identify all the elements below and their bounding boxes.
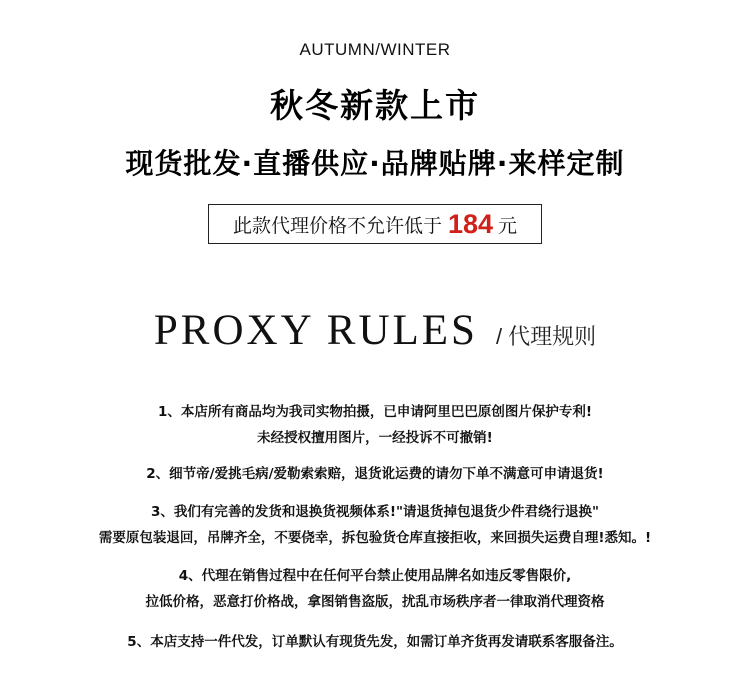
rule-3-line-2: 需要原包装退回，吊牌齐全，不要侥幸，拆包验货仓库直接拒收，来回损失运费自理!悉知。! xyxy=(98,530,652,546)
rule-4-line-1: 4、代理在销售过程中在任何平台禁止使用品牌名如违反零售限价, xyxy=(178,568,572,584)
min-price-prefix: 此款代理价格不允许低于 xyxy=(232,214,442,237)
rules-heading-en: PROXY RULES xyxy=(153,307,478,354)
rules-heading-separator: / xyxy=(495,324,503,349)
rules-heading-cn: 代理规则 xyxy=(508,325,597,350)
rule-1-line-2: 未经授权擅用图片，一经投诉不可撤销! xyxy=(257,430,493,446)
rule-3-line-1: 3、我们有完善的发货和退换货视频体系!"请退货掉包退货少件君绕行退换" xyxy=(150,504,600,520)
page-headline: 秋冬新款上市 xyxy=(270,86,480,125)
min-price-value: 184 xyxy=(447,208,494,239)
rule-5-line-1: 5、本店支持一件代发，订单默认有现货先发，如需订单齐货再发请联系客服备注。 xyxy=(127,634,623,650)
rules-heading xyxy=(0,306,750,355)
service-tagline: 现货批发·直播供应·品牌贴牌·来样定制 xyxy=(125,147,625,180)
rule-2-line-1: 2、细节帝/爱挑毛病/爱勒索索赔，退货讹运费的请勿下单不满意可申请退货! xyxy=(146,466,604,482)
season-label: AUTUMN/WINTER xyxy=(299,40,451,59)
min-price-unit: 元 xyxy=(498,214,518,237)
rule-4-line-2: 拉低价格，恶意打价格战，拿图销售盗版，扰乱市场秩序者一律取消代理资格 xyxy=(145,594,605,610)
min-price-notice xyxy=(208,204,542,244)
rule-1-line-1: 1、本店所有商品均为我司实物拍摄，已申请阿里巴巴原创图片保护专利! xyxy=(157,404,593,420)
